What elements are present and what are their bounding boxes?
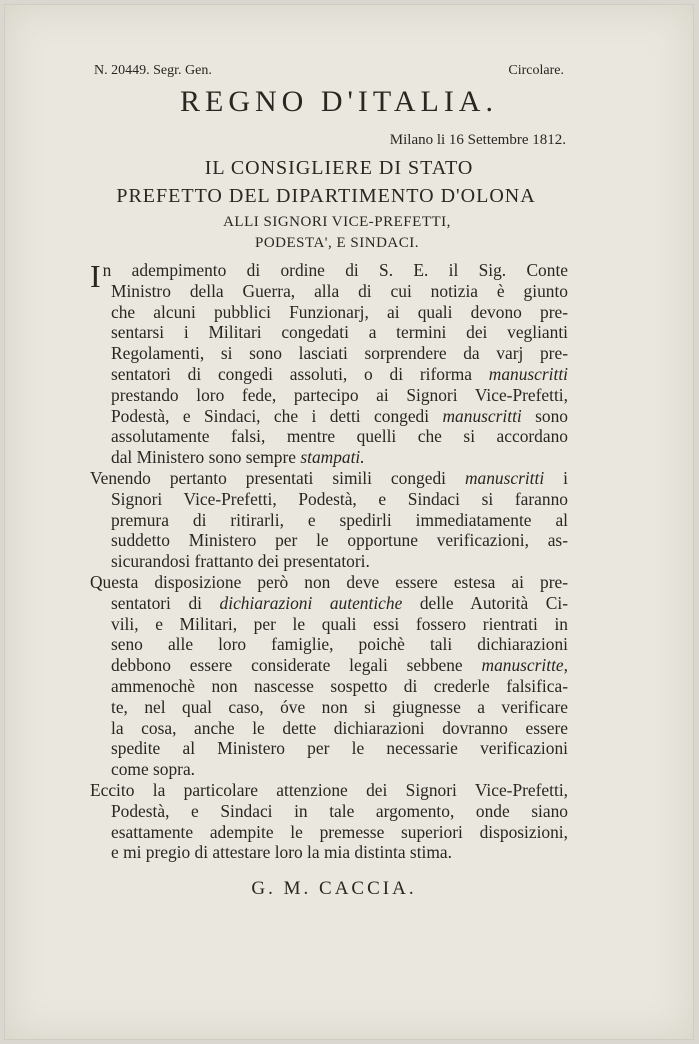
paragraph-line: Podestà, e Sindaci, che i detti congedi manuscritti sono bbox=[111, 405, 569, 426]
document-body bbox=[90, 260, 568, 863]
paragraph-line: la cosa, anche le dette dichiarazioni dovranno essere bbox=[111, 717, 568, 738]
paragraph-line: In adempimento di ordine di S. E. il Sig. Conte bbox=[90, 258, 568, 294]
addressees-line-2: PODESTA', E SINDACI. bbox=[254, 235, 419, 251]
paragraph-line: dal Ministero sono sempre stampati. bbox=[111, 447, 365, 468]
paragraph-line: come sopra. bbox=[111, 759, 196, 780]
paragraph-line: debbono essere considerate legali sebbene manuscritte, bbox=[111, 655, 568, 676]
title-line-2: PREFETTO DEL DIPARTIMENTO D'OLONA bbox=[116, 185, 536, 207]
header-line bbox=[94, 62, 564, 80]
place-date: Milano li 16 Settembre 1812. bbox=[389, 132, 566, 148]
document-type: Circolare. bbox=[508, 63, 564, 78]
protocol-number: N. 20449. Segr. Gen. bbox=[94, 63, 212, 78]
paragraph-line: che alcuni pubblici Funzionarj, ai quali devono pre- bbox=[111, 301, 568, 322]
paragraph-line: seno alle loro famiglie, poichè tali dichiarazioni bbox=[111, 634, 568, 655]
paragraph-line: Ministro della Guerra, alla di cui notizia è giunto bbox=[111, 280, 568, 301]
paragraph-2 bbox=[90, 468, 568, 572]
paragraph-line: e mi pregio di attestare loro la mia distinta stima. bbox=[111, 842, 452, 863]
paragraph-line: ammenochè non nascesse sospetto di crederle falsifica- bbox=[111, 675, 568, 696]
paragraph-line: te, nel qual caso, óve non si giugnesse a verificare bbox=[111, 696, 568, 717]
paper-sheet bbox=[4, 4, 694, 1040]
paragraph-line: Eccito la particolare attenzione dei Signori Vice-Prefetti, bbox=[90, 779, 568, 800]
paragraph-line: esattamente adempite le premesse superiori disposizioni, bbox=[111, 821, 568, 842]
circular-document bbox=[90, 62, 568, 901]
title-line-1: IL CONSIGLIERE DI STATO bbox=[204, 157, 474, 179]
paragraph-line: suddetto Ministero per le opportune verificazioni, as- bbox=[111, 530, 568, 551]
paragraph-line: premura di ritirarli, e spedirli immediatamente al bbox=[111, 509, 568, 530]
paragraph-line: spedite al Ministero per le necessarie verificazioni bbox=[111, 738, 568, 759]
paragraph-line: prestando loro fede, partecipo ai Signori Vice-Prefetti, bbox=[111, 384, 568, 405]
paragraph-3 bbox=[90, 572, 568, 780]
addressees-line-1: ALLI SIGNORI VICE-PREFETTI, bbox=[223, 214, 451, 230]
signature: G. M. CACCIA. bbox=[251, 878, 417, 900]
paragraph-line: sicurandosi frattanto dei presentatori. bbox=[111, 551, 370, 572]
paragraph-line: sentatori di dichiarazioni autentiche delle Autorità Ci- bbox=[111, 592, 568, 613]
paragraph-line: Questa disposizione però non deve essere estesa ai pre- bbox=[90, 571, 568, 592]
kingdom-heading: REGNO D'ITALIA. bbox=[180, 85, 498, 118]
paragraph-4 bbox=[90, 780, 568, 863]
paragraph-line: Venendo pertanto presentati simili congedi manuscritti i bbox=[90, 467, 568, 488]
paragraph-line: Podestà, e Sindaci in tale argomento, onde siano bbox=[111, 800, 568, 821]
paragraph-line: sentatori di congedi assoluti, o di riforma manuscritti bbox=[111, 363, 568, 384]
paragraph-line: vili, e Militari, per le quali essi fossero rientrati in bbox=[111, 613, 568, 634]
drop-capital: I bbox=[90, 258, 101, 294]
paragraph-line: Signori Vice-Prefetti, Podestà, e Sindaci si faranno bbox=[111, 488, 568, 509]
paragraph-line: sentarsi i Militari congedati a termini dei veglianti bbox=[111, 322, 568, 343]
paragraph-line: assolutamente falsi, mentre quelli che si accordano bbox=[111, 426, 568, 447]
paragraph-line: Regolamenti, si sono lasciati sorprendere da varj pre- bbox=[111, 343, 568, 364]
paragraph-1 bbox=[90, 260, 568, 468]
